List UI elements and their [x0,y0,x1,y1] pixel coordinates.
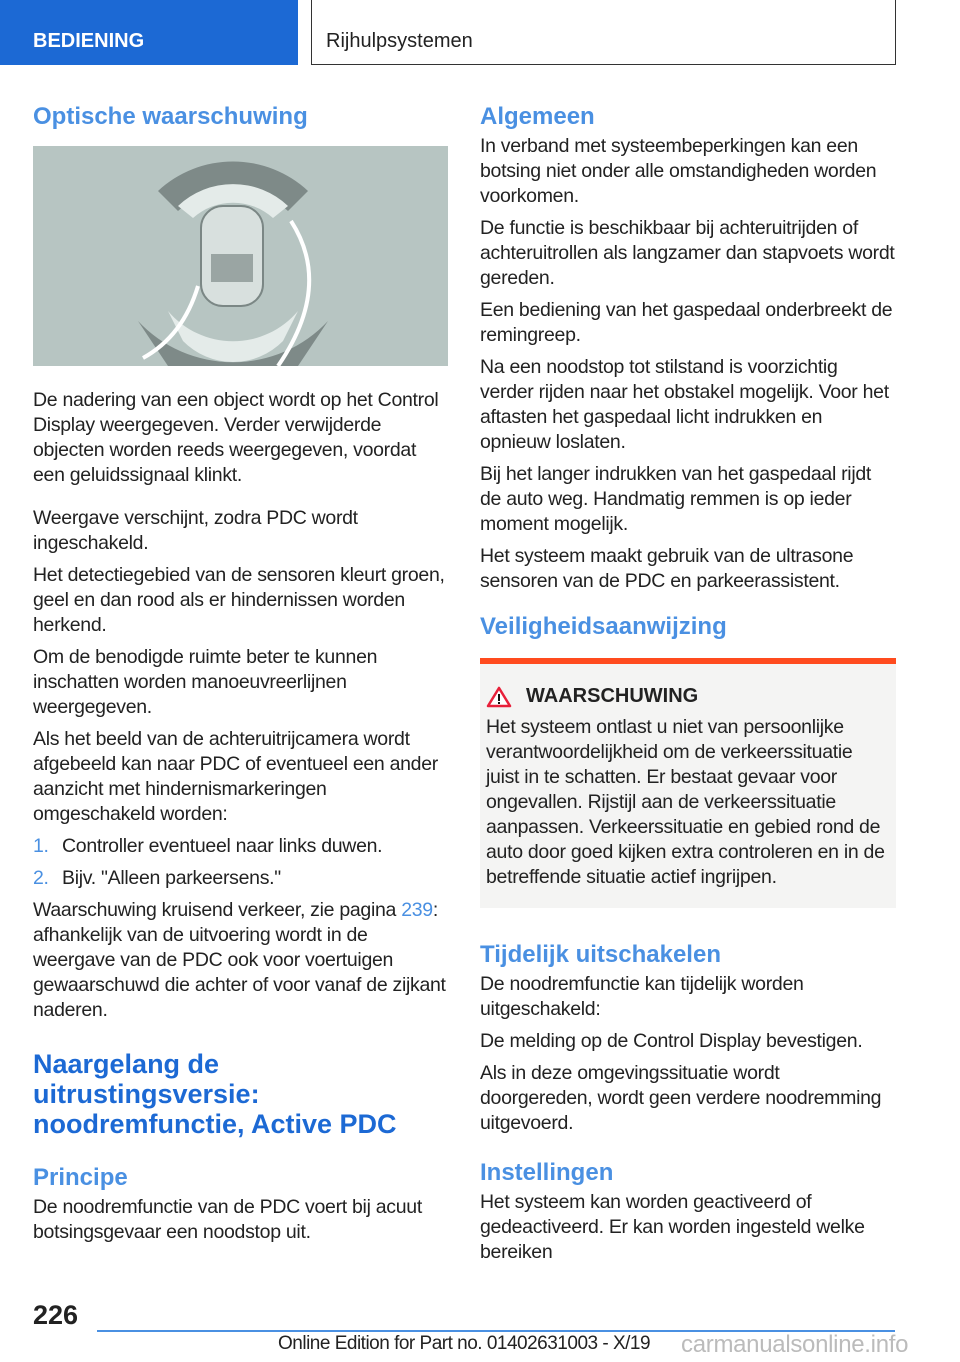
heading-version: Naargelang de uitrustingsversie: noodremfunctie, Active PDC [33,1049,397,1139]
paragraph: De noodremfunctie kan tijdelijk worden uitgeschakeld: [480,973,804,1020]
edition-text: Online Edition for Part no. 01402631003 - X/19 [278,1333,651,1354]
paragraph: Om de benodigde ruimte beter te kunnen inschatten worden manoeuvreerlijnen weergegeven. [33,646,378,718]
page-link[interactable]: 239 [401,899,433,921]
step-number: 2. [33,867,49,889]
paragraph: Weergave verschijnt, zodra PDC wordt ingeschakeld. [33,507,358,554]
pdc-display-illustration [33,146,448,366]
paragraph: Bij het langer indrukken van het gaspedaal rijdt de auto weg. Handmatig remmen is op ieder moment mogelijk. [480,463,872,535]
paragraph: Het systeem maakt gebruik van de ultrasone sensoren van de PDC en parkeerassistent. [480,545,854,592]
page-number: 226 [33,1300,79,1330]
paragraph: De functie is beschikbaar bij achteruitrijden of achteruitrollen als langzamer dan stapvoets wordt gereden. [480,217,895,289]
left-column [33,100,451,1252]
heading-settings: Instellingen [480,1159,614,1186]
text: : afhankelijk van de uitvoering wordt in de weergave van de PDC ook voor voertuigen gewaarschuwd die achter of voor vanaf de zijkant naderen. [33,899,446,1021]
heading-disable: Tijdelijk uitschakelen [480,941,721,968]
paragraph: De nadering van een object wordt op het Control Display weergegeven. Verder verwijderde objecten worden reeds weergegeven, voordat een geluidssignaal klinkt. [33,389,439,486]
heading-optical-warning: Optische waarschuwing [33,103,308,130]
heading-general: Algemeen [480,103,595,130]
step-text: Controller eventueel naar links duwen. [62,835,383,857]
warning-triangle-icon [486,686,512,708]
paragraph: Het detectiegebied van de sensoren kleurt groen, geel en dan rood als er hindernissen worden herkend. [33,564,445,636]
heading-safety: Veiligheidsaanwijzing [480,613,727,640]
list-item [33,866,451,891]
warning-text: Het systeem ontlast u niet van persoonlijke verantwoordelijkheid om de verkeerssituatie juist in te schatten. Er bestaat gevaar voor ongevallen. Rijstijl aan de verkeerssituatie aanpassen. Verkeerssituatie en gebied rond de auto door goed kijken extra controleren en in de betreffende situatie actief ingrijpen. [486,716,885,888]
paragraph: Als het beeld van de achteruitrijcamera wordt afgebeeld kan naar PDC of eventueel een ander aanzicht met hindernismarkeringen omgeschakeld worden: [33,728,438,825]
paragraph [33,898,451,1023]
list-item [33,834,451,859]
warning-box [480,658,896,908]
chapter-title: Rijhulpsystemen [311,0,896,65]
right-column [480,100,896,1272]
text: Waarschuwing kruisend verkeer, zie pagina [33,899,402,921]
paragraph: In verband met systeembeperkingen kan een botsing niet onder alle omstandigheden worden voorkomen. [480,135,877,207]
watermark: carmanualsonline.info [681,1331,909,1358]
warning-title: WAARSCHUWING [526,685,699,707]
section-tab: BEDIENING [0,0,298,65]
warning-header [486,684,890,709]
paragraph: De noodremfunctie van de PDC voert bij acuut botsingsgevaar een noodstop uit. [33,1196,422,1243]
paragraph: Een bediening van het gaspedaal onderbreekt de remingreep. [480,299,893,346]
paragraph: Als in deze omgevingssituatie wordt doorgereden, wordt geen verdere noodremming uitgevoerd. [480,1062,882,1134]
paragraph: De melding op de Control Display bevestigen. [480,1030,863,1052]
steps-list [33,834,451,891]
heading-principle: Principe [33,1164,128,1191]
step-number: 1. [33,835,49,857]
paragraph: Na een noodstop tot stilstand is voorzichtig verder rijden naar het obstakel mogelijk. Voor het aftasten het gaspedaal licht indrukken en opnieuw loslaten. [480,356,889,453]
paragraph: Het systeem kan worden geactiveerd of gedeactiveerd. Er kan worden ingesteld welke bereiken [480,1191,865,1263]
step-text: Bijv. "Alleen parkeersens." [62,867,281,889]
